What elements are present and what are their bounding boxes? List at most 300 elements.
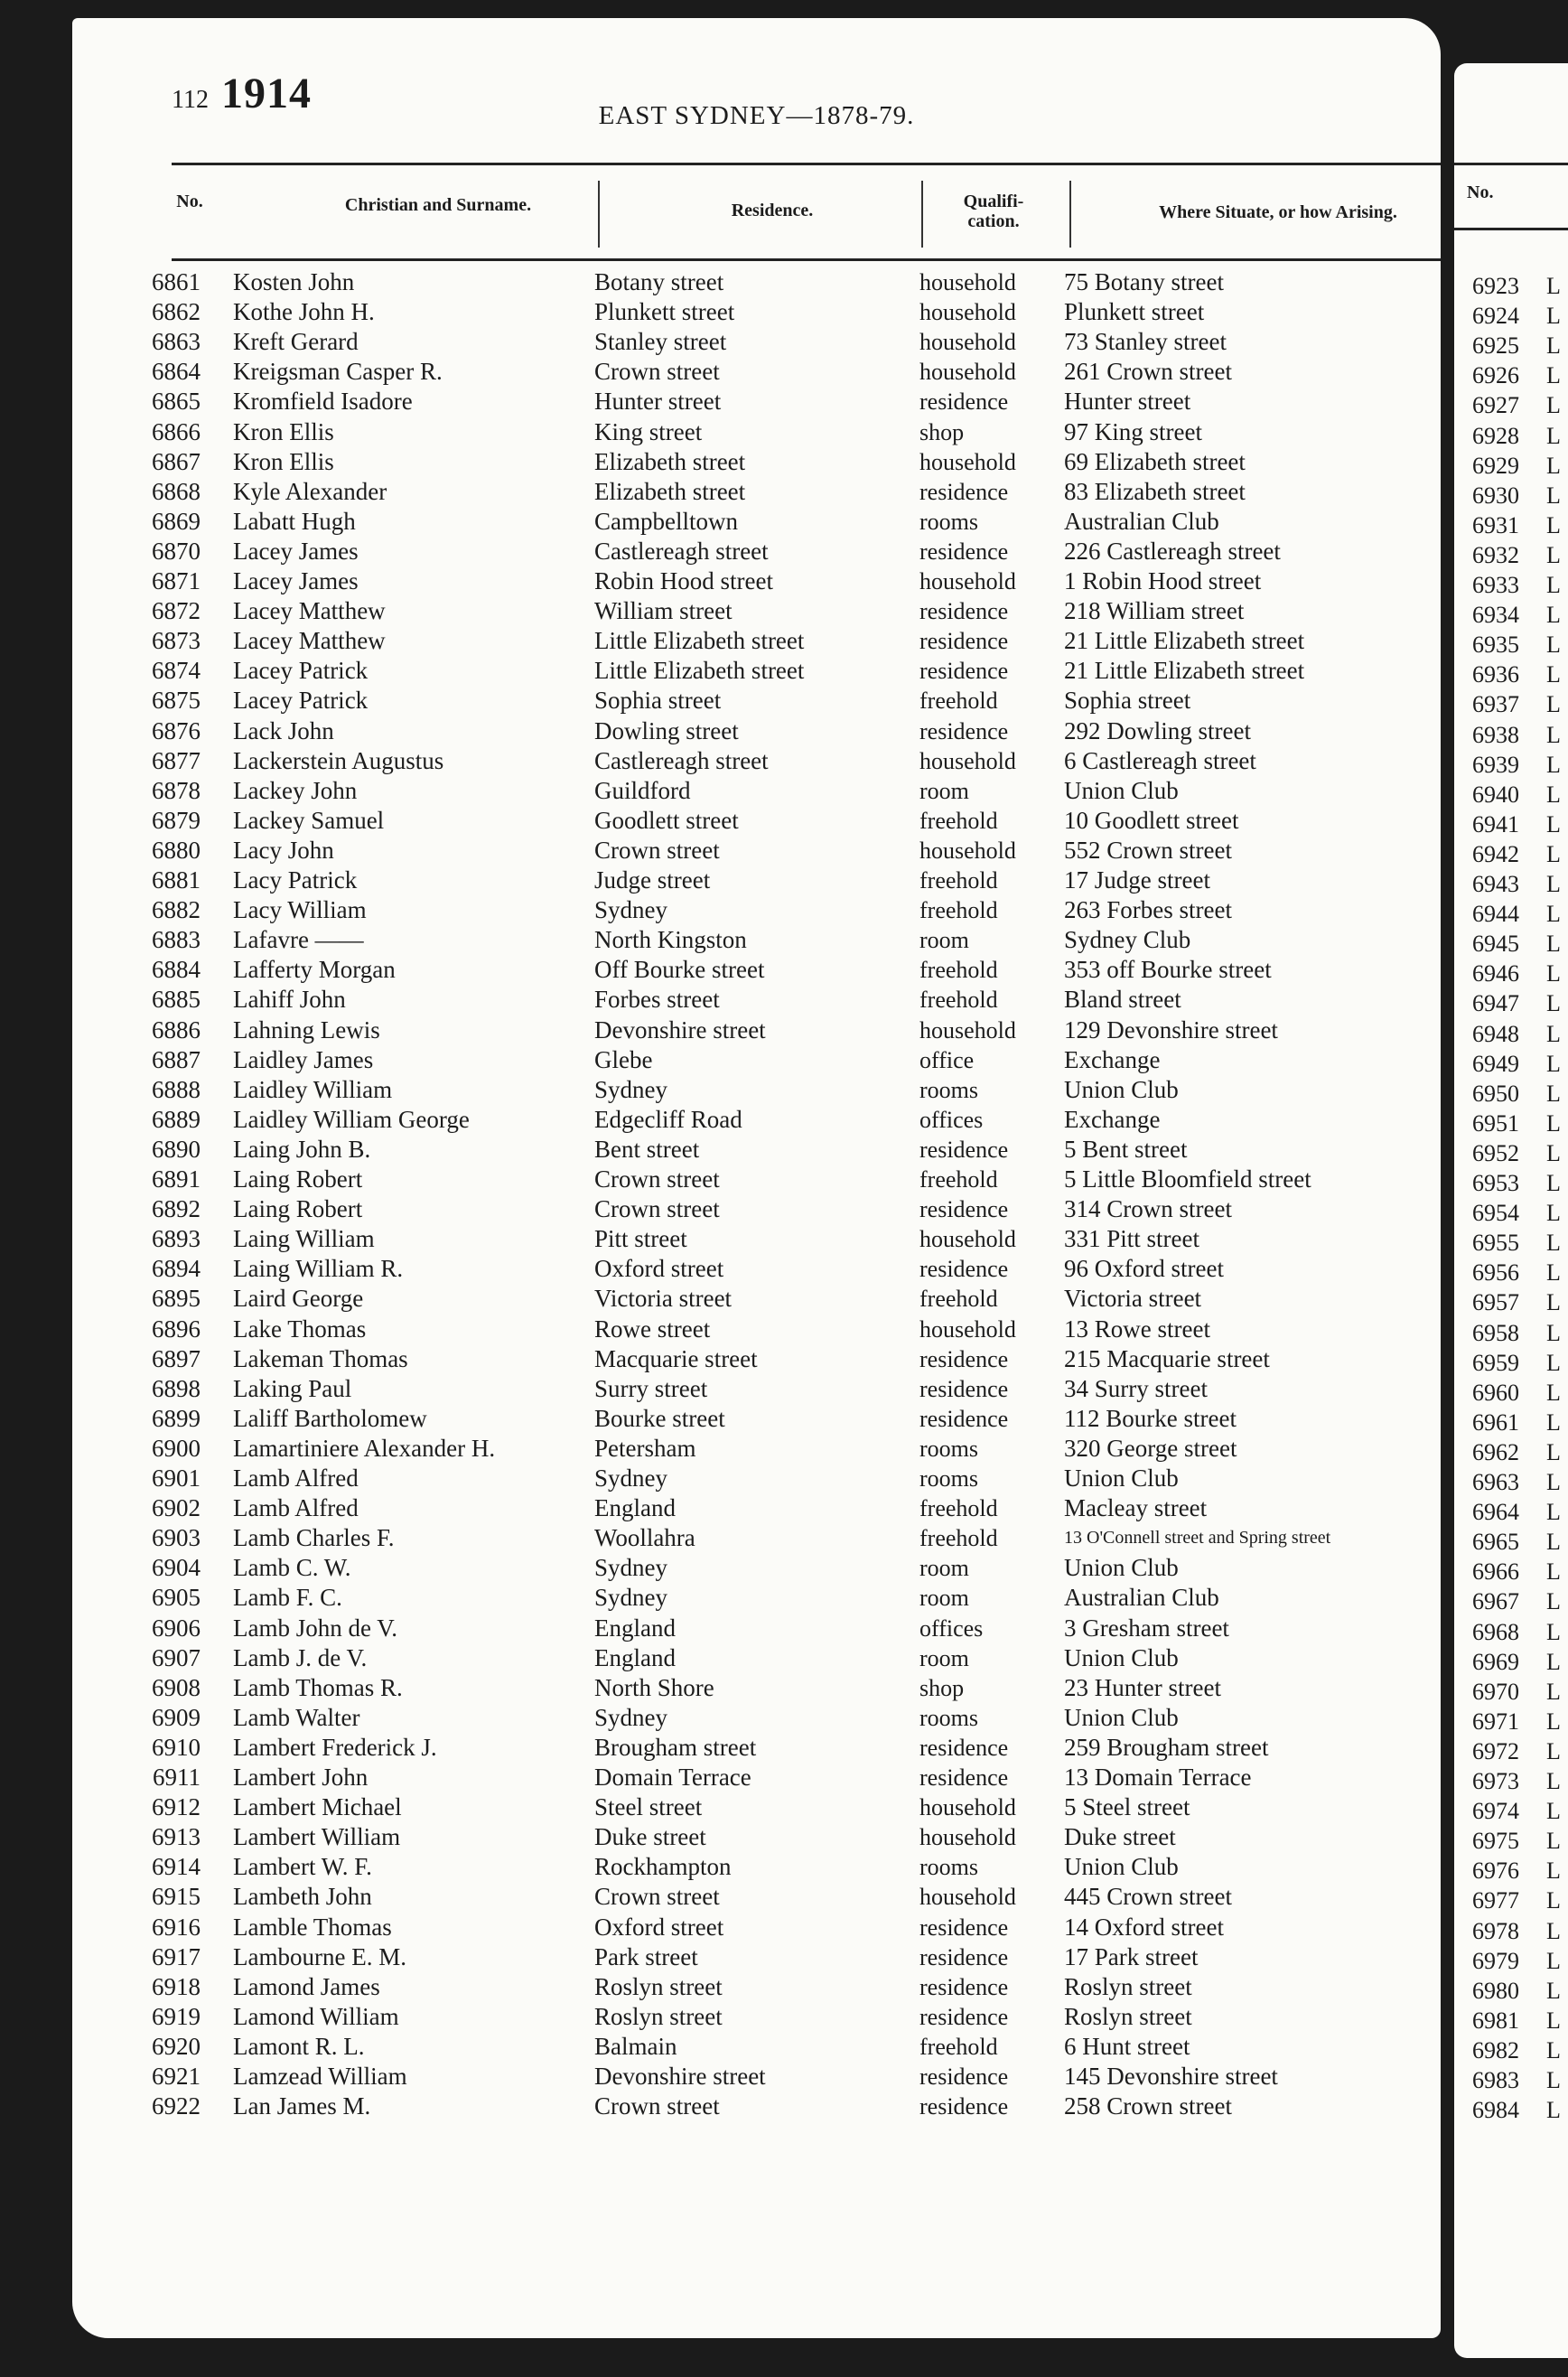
entry-number: 6901: [152, 1465, 201, 1492]
column-divider: [921, 181, 923, 248]
table-row: [72, 447, 1441, 477]
table-row: [72, 1733, 1441, 1763]
entry-qualification: household: [919, 1016, 1016, 1043]
table-row: [72, 1703, 1441, 1733]
table-row: [72, 387, 1441, 416]
entry-name: Lamb Walter: [233, 1703, 360, 1731]
facing-page-bottom-rule: [1454, 228, 1568, 230]
entry-residence: Rowe street: [594, 1315, 711, 1343]
entry-qualification: residence: [919, 388, 1009, 416]
facing-entry-number: 6951: [1472, 1109, 1519, 1137]
entry-qualification: rooms: [919, 1465, 978, 1492]
entry-residence: Devonshire street: [594, 2063, 766, 2090]
entry-number: 6921: [152, 2063, 201, 2090]
facing-entry-initial: L: [1546, 273, 1561, 299]
entry-where-situate: Roslyn street: [1064, 1972, 1192, 2000]
table-row: [72, 686, 1441, 716]
column-divider: [1069, 181, 1071, 248]
entry-residence: Crown street: [594, 358, 720, 386]
entry-name: Lahning Lewis: [233, 1015, 380, 1043]
entry-number: 6914: [152, 1853, 201, 1881]
entry-residence: Sydney: [594, 1584, 667, 1612]
entry-where-situate: 34 Surry street: [1064, 1374, 1208, 1402]
entry-where-situate: Roslyn street: [1064, 2002, 1192, 2030]
facing-table-row: [1472, 540, 1561, 570]
entry-qualification: residence: [919, 1345, 1009, 1372]
facing-entry-number: 6957: [1472, 1289, 1519, 1316]
facing-table-row: [1472, 1079, 1561, 1109]
table-row: [72, 746, 1441, 776]
facing-entry-initial: L: [1546, 1408, 1561, 1436]
entry-where-situate: Victoria street: [1064, 1285, 1202, 1313]
entry-name: Laing Robert: [233, 1165, 363, 1193]
facing-entry-number: 6958: [1472, 1319, 1519, 1346]
facing-entry-initial: L: [1546, 901, 1561, 928]
entry-where-situate: Union Club: [1064, 1853, 1179, 1881]
facing-table-row: [1472, 600, 1561, 630]
entry-number: 6913: [152, 1823, 201, 1851]
entry-number: 6886: [152, 1015, 201, 1043]
facing-entry-initial: L: [1546, 1499, 1561, 1526]
header-top-rule: [172, 163, 1441, 165]
entry-where-situate: 21 Little Elizabeth street: [1064, 657, 1305, 685]
facing-table-row: [1472, 2006, 1561, 2035]
facing-entry-number: 6962: [1472, 1438, 1519, 1465]
entry-residence: Little Elizabeth street: [594, 657, 805, 685]
entry-where-situate: 263 Forbes street: [1064, 896, 1232, 924]
entry-name: Lamble Thomas: [233, 1913, 392, 1941]
facing-table-row: [1472, 1766, 1561, 1796]
entry-number: 6907: [152, 1643, 201, 1671]
facing-entry-number: 6924: [1472, 303, 1519, 330]
facing-entry-number: 6923: [1472, 273, 1519, 299]
entry-residence: Guildford: [594, 776, 691, 804]
entry-qualification: rooms: [919, 1704, 978, 1731]
entry-name: Lamont R. L.: [233, 2032, 365, 2060]
facing-table-row: [1472, 301, 1561, 331]
facing-entry-initial: L: [1546, 1558, 1561, 1586]
table-row: [72, 596, 1441, 626]
entry-residence: Sydney: [594, 1554, 667, 1582]
facing-entry-initial: L: [1546, 1648, 1561, 1675]
facing-entry-initial: L: [1546, 602, 1561, 629]
entry-residence: Campbelltown: [594, 507, 738, 535]
entry-name: Laidley James: [233, 1045, 374, 1073]
entry-name: Lackey John: [233, 776, 358, 804]
entry-number: 6883: [152, 926, 201, 954]
facing-table-row: [1472, 1408, 1561, 1437]
facing-table-row: [1472, 481, 1561, 510]
entry-name: Lackey Samuel: [233, 806, 385, 834]
entry-qualification: freehold: [919, 807, 998, 834]
table-row: [72, 2092, 1441, 2121]
entry-where-situate: 23 Hunter street: [1064, 1673, 1221, 1701]
facing-entry-initial: L: [1546, 1588, 1561, 1615]
entry-qualification: rooms: [919, 1435, 978, 1462]
entry-qualification: household: [919, 1226, 1016, 1253]
table-row: [72, 267, 1441, 297]
entry-qualification: freehold: [919, 987, 998, 1014]
entry-number: 6863: [152, 328, 201, 356]
table-row: [72, 985, 1441, 1015]
facing-entry-number: 6977: [1472, 1887, 1519, 1914]
entry-number: 6885: [152, 986, 201, 1014]
facing-entry-number: 6968: [1472, 1618, 1519, 1645]
entry-where-situate: Union Club: [1064, 1075, 1179, 1103]
entry-number: 6872: [152, 597, 201, 625]
entry-qualification: freehold: [919, 897, 998, 924]
facing-entry-number: 6974: [1472, 1798, 1519, 1825]
entry-name: Laidley William George: [233, 1105, 470, 1133]
entry-residence: Glebe: [594, 1045, 653, 1073]
table-row: [72, 1972, 1441, 2002]
facing-table-row: [1472, 390, 1561, 420]
facing-table-row: [1472, 1976, 1561, 2006]
facing-table-row: [1472, 1109, 1561, 1138]
entry-number: 6864: [152, 358, 201, 386]
table-row: [72, 1792, 1441, 1822]
facing-table-row: [1472, 1946, 1561, 1976]
entry-number: 6893: [152, 1225, 201, 1253]
facing-table-row: [1472, 809, 1561, 839]
facing-table-row: [1472, 1796, 1561, 1826]
facing-entry-number: 6964: [1472, 1499, 1519, 1526]
entry-residence: Macquarie street: [594, 1344, 758, 1372]
facing-entry-initial: L: [1546, 721, 1561, 748]
entry-qualification: household: [919, 299, 1016, 326]
entry-name: Lamb Thomas R.: [233, 1673, 403, 1701]
entry-name: Laing William R.: [233, 1255, 404, 1283]
facing-table-row: [1472, 1886, 1561, 1915]
entry-number: 6874: [152, 657, 201, 685]
entry-number: 6918: [152, 1972, 201, 2000]
entry-residence: Petersham: [594, 1434, 696, 1462]
table-row: [72, 1583, 1441, 1613]
entry-residence: Brougham street: [594, 1733, 757, 1761]
table-row: [72, 895, 1441, 925]
entry-qualification: residence: [919, 2063, 1009, 2090]
entry-qualification: residence: [919, 478, 1009, 505]
entry-name: Lambert Michael: [233, 1793, 402, 1821]
facing-table-row: [1472, 780, 1561, 809]
entry-residence: Duke street: [594, 1823, 706, 1851]
facing-table-row: [1472, 1557, 1561, 1586]
facing-table-row: [1472, 360, 1561, 390]
facing-entry-initial: L: [1546, 1977, 1561, 2004]
facing-table-row: [1472, 1736, 1561, 1766]
table-row: [72, 507, 1441, 537]
entry-qualification: household: [919, 1315, 1016, 1343]
facing-entry-number: 6976: [1472, 1858, 1519, 1885]
entry-residence: Sydney: [594, 1465, 667, 1492]
column-header-no: No.: [176, 192, 203, 211]
facing-entry-number: 6927: [1472, 392, 1519, 419]
entry-qualification: room: [919, 1555, 969, 1582]
entry-number: 6911: [153, 1764, 201, 1791]
entry-qualification: freehold: [919, 957, 998, 984]
table-row: [72, 626, 1441, 656]
facing-entry-initial: L: [1546, 1200, 1561, 1227]
facing-entry-initial: L: [1546, 931, 1561, 958]
entry-name: Lamartiniere Alexander H.: [233, 1434, 496, 1462]
table-row: [72, 1763, 1441, 1792]
entry-number: 6905: [152, 1584, 201, 1612]
facing-table-row: [1472, 1318, 1561, 1348]
entry-where-situate: 5 Little Bloomfield street: [1064, 1165, 1311, 1193]
entry-number: 6903: [152, 1524, 201, 1552]
facing-table-row: [1472, 2095, 1561, 2125]
entry-qualification: offices: [919, 1614, 984, 1642]
table-row: [72, 417, 1441, 447]
facing-table-row: [1472, 1348, 1561, 1378]
table-row: [72, 1523, 1441, 1553]
facing-entry-number: 6980: [1472, 1977, 1519, 2004]
entry-where-situate: Exchange: [1064, 1045, 1161, 1073]
facing-table-row: [1472, 689, 1561, 719]
facing-entry-number: 6928: [1472, 422, 1519, 449]
entry-where-situate: 218 William street: [1064, 597, 1245, 625]
facing-table-row: [1472, 1378, 1561, 1408]
table-row: [72, 1075, 1441, 1105]
entry-residence: Judge street: [594, 866, 711, 894]
entry-residence: Robin Hood street: [594, 567, 773, 594]
entry-qualification: household: [919, 329, 1016, 356]
facing-table-row: [1472, 2065, 1561, 2095]
entry-where-situate: 83 Elizabeth street: [1064, 477, 1246, 505]
entry-name: Lacy William: [233, 896, 367, 924]
table-row: [72, 1135, 1441, 1165]
table-row: [72, 477, 1441, 507]
entry-where-situate: 1 Robin Hood street: [1064, 567, 1262, 594]
entry-qualification: shop: [919, 418, 965, 445]
entry-qualification: residence: [919, 1973, 1009, 2000]
entry-where-situate: 17 Judge street: [1064, 866, 1210, 894]
entry-residence: Elizabeth street: [594, 447, 746, 475]
table-row: [72, 1852, 1441, 1882]
entry-where-situate: Bland street: [1064, 986, 1181, 1014]
table-row: [72, 1614, 1441, 1643]
entry-name: Lamb C. W.: [233, 1554, 351, 1582]
entry-name: Lacey James: [233, 537, 359, 565]
entry-qualification: household: [919, 1884, 1016, 1911]
facing-entry-initial: L: [1546, 332, 1561, 360]
facing-table-row: [1472, 1168, 1561, 1198]
entry-where-situate: 69 Elizabeth street: [1064, 447, 1246, 475]
facing-table-row: [1472, 1497, 1561, 1527]
facing-entry-initial: L: [1546, 1917, 1561, 1944]
entry-number: 6876: [152, 716, 201, 744]
entry-number: 6919: [152, 2002, 201, 2030]
entry-residence: Crown street: [594, 1165, 720, 1193]
entry-name: Laing William: [233, 1225, 375, 1253]
facing-table-row: [1472, 1258, 1561, 1287]
entry-residence: Devonshire street: [594, 1015, 766, 1043]
entry-name: Lamb Charles F.: [233, 1524, 395, 1552]
entry-where-situate: Plunkett street: [1064, 298, 1205, 326]
facing-entry-initial: L: [1546, 661, 1561, 688]
entry-where-situate: Australian Club: [1064, 507, 1219, 535]
entry-number: 6869: [152, 507, 201, 535]
entry-qualification: residence: [919, 2093, 1009, 2120]
entry-name: Lamb Alfred: [233, 1494, 359, 1522]
facing-table-row: [1472, 1826, 1561, 1856]
entry-name: Kothe John H.: [233, 298, 375, 326]
entry-number: 6865: [152, 388, 201, 416]
entry-residence: England: [594, 1643, 676, 1671]
entry-qualification: household: [919, 1794, 1016, 1821]
table-row: [72, 1882, 1441, 1912]
facing-entry-initial: L: [1546, 541, 1561, 568]
entry-residence: Crown street: [594, 2092, 720, 2120]
entry-number: 6884: [152, 956, 201, 984]
entry-where-situate: 3 Gresham street: [1064, 1614, 1229, 1642]
facing-entry-initial: L: [1546, 632, 1561, 659]
facing-table-row: [1472, 1437, 1561, 1467]
facing-table-row: [1472, 630, 1561, 660]
facing-entry-number: 6929: [1472, 452, 1519, 479]
table-row: [72, 2032, 1441, 2062]
entry-number: 6873: [152, 627, 201, 655]
entry-residence: Oxford street: [594, 1255, 724, 1283]
entry-number: 6912: [152, 1793, 201, 1821]
entry-qualification: room: [919, 1585, 969, 1612]
facing-table-row: [1472, 1527, 1561, 1557]
facing-table-row: [1472, 510, 1561, 540]
year-stamp: 1914: [220, 70, 312, 117]
entry-where-situate: 13 Rowe street: [1064, 1315, 1210, 1343]
table-row: [72, 836, 1441, 866]
table-row: [72, 357, 1441, 387]
entry-number: 6899: [152, 1404, 201, 1432]
facing-table-row: [1472, 570, 1561, 600]
entry-qualification: freehold: [919, 688, 998, 715]
facing-entry-number: 6940: [1472, 781, 1519, 808]
entry-residence: William street: [594, 597, 733, 625]
entry-residence: Edgecliff Road: [594, 1105, 742, 1133]
facing-table-row: [1472, 1467, 1561, 1497]
entry-name: Kromfield Isadore: [233, 388, 413, 416]
entry-number: 6866: [152, 417, 201, 445]
table-row: [72, 327, 1441, 357]
entry-where-situate: 445 Crown street: [1064, 1883, 1232, 1911]
facing-entry-number: 6926: [1472, 362, 1519, 389]
entry-residence: Hunter street: [594, 388, 722, 416]
facing-entry-number: 6930: [1472, 482, 1519, 509]
facing-entry-initial: L: [1546, 810, 1561, 838]
facing-table-row: [1472, 959, 1561, 988]
entry-number: 6908: [152, 1673, 201, 1701]
entry-residence: Little Elizabeth street: [594, 627, 805, 655]
entry-name: Lambert W. F.: [233, 1853, 372, 1881]
facing-table-row: [1472, 331, 1561, 360]
entry-name: Lafferty Morgan: [233, 956, 396, 984]
header-bottom-rule: [172, 258, 1441, 261]
facing-entry-number: 6972: [1472, 1737, 1519, 1764]
entry-where-situate: Union Club: [1064, 1465, 1179, 1492]
table-row: [72, 1913, 1441, 1942]
entry-where-situate: 552 Crown street: [1064, 836, 1232, 864]
entry-residence: Sydney: [594, 1075, 667, 1103]
entry-qualification: shop: [919, 1674, 965, 1701]
entry-qualification: residence: [919, 538, 1009, 565]
entry-where-situate: 314 Crown street: [1064, 1195, 1232, 1223]
facing-entry-number: 6949: [1472, 1050, 1519, 1077]
facing-entry-number: 6950: [1472, 1080, 1519, 1107]
entry-residence: Rockhampton: [594, 1853, 732, 1881]
entry-name: Lafavre ——: [233, 926, 364, 954]
entry-name: Kosten John: [233, 268, 355, 295]
entry-number: 6915: [152, 1883, 201, 1911]
facing-table-row: [1472, 1019, 1561, 1049]
entry-where-situate: 6 Castlereagh street: [1064, 746, 1256, 774]
facing-entry-initial: L: [1546, 1170, 1561, 1196]
column-header-where: Where Situate, or how Arising.: [1159, 202, 1397, 222]
entry-where-situate: 6 Hunt street: [1064, 2032, 1190, 2060]
entry-residence: Sydney: [594, 896, 667, 924]
entry-number: 6920: [152, 2032, 201, 2060]
entry-name: Lambert Frederick J.: [233, 1733, 437, 1761]
entry-residence: Dowling street: [594, 716, 739, 744]
entry-where-situate: Duke street: [1064, 1823, 1176, 1851]
table-row: [72, 1105, 1441, 1135]
entry-residence: Bourke street: [594, 1404, 725, 1432]
entry-where-situate: 75 Botany street: [1064, 268, 1224, 295]
entry-residence: Woollahra: [594, 1524, 695, 1552]
entry-name: Lamb J. de V.: [233, 1643, 368, 1671]
facing-entry-initial: L: [1546, 1678, 1561, 1705]
entry-qualification: residence: [919, 1256, 1009, 1283]
facing-entry-number: 6947: [1472, 990, 1519, 1017]
entry-where-situate: 145 Devonshire street: [1064, 2063, 1278, 2090]
entry-where-situate: 73 Stanley street: [1064, 328, 1227, 356]
entry-number: 6898: [152, 1374, 201, 1402]
facing-entry-initial: L: [1546, 1947, 1561, 1974]
facing-entry-initial: L: [1546, 1768, 1561, 1794]
facing-table-row: [1472, 1138, 1561, 1168]
facing-page-top-rule: [1454, 163, 1568, 165]
entry-number: 6868: [152, 477, 201, 505]
entry-name: Lan James M.: [233, 2092, 371, 2120]
entry-residence: Bent street: [594, 1135, 700, 1163]
entry-where-situate: Hunter street: [1064, 388, 1191, 416]
entry-name: Lahiff John: [233, 986, 346, 1014]
entry-name: Lamb Alfred: [233, 1465, 359, 1492]
facing-entry-initial: L: [1546, 871, 1561, 897]
facing-entry-number: 6933: [1472, 572, 1519, 598]
entry-qualification: residence: [919, 2003, 1009, 2030]
facing-entry-initial: L: [1546, 2097, 1561, 2124]
facing-entry-initial: L: [1546, 1618, 1561, 1645]
table-row: [72, 1493, 1441, 1523]
entry-residence: Pitt street: [594, 1225, 687, 1253]
entry-name: Lambeth John: [233, 1883, 372, 1911]
facing-table-row: [1472, 1228, 1561, 1258]
table-row: [72, 866, 1441, 895]
qualification-header-line1: Qualifi-: [963, 192, 1024, 211]
facing-entry-initial: L: [1546, 1469, 1561, 1495]
table-row: [72, 1822, 1441, 1852]
facing-entry-initial: L: [1546, 392, 1561, 419]
entry-qualification: freehold: [919, 1525, 998, 1552]
facing-entry-number: 6984: [1472, 2097, 1519, 2124]
entry-qualification: rooms: [919, 508, 978, 535]
entry-where-situate: 261 Crown street: [1064, 358, 1232, 386]
entry-residence: England: [594, 1614, 676, 1642]
entry-name: Lambourne E. M.: [233, 1942, 406, 1970]
facing-page: [1454, 63, 1568, 2358]
table-row: [72, 1254, 1441, 1284]
entry-residence: Crown street: [594, 1883, 720, 1911]
